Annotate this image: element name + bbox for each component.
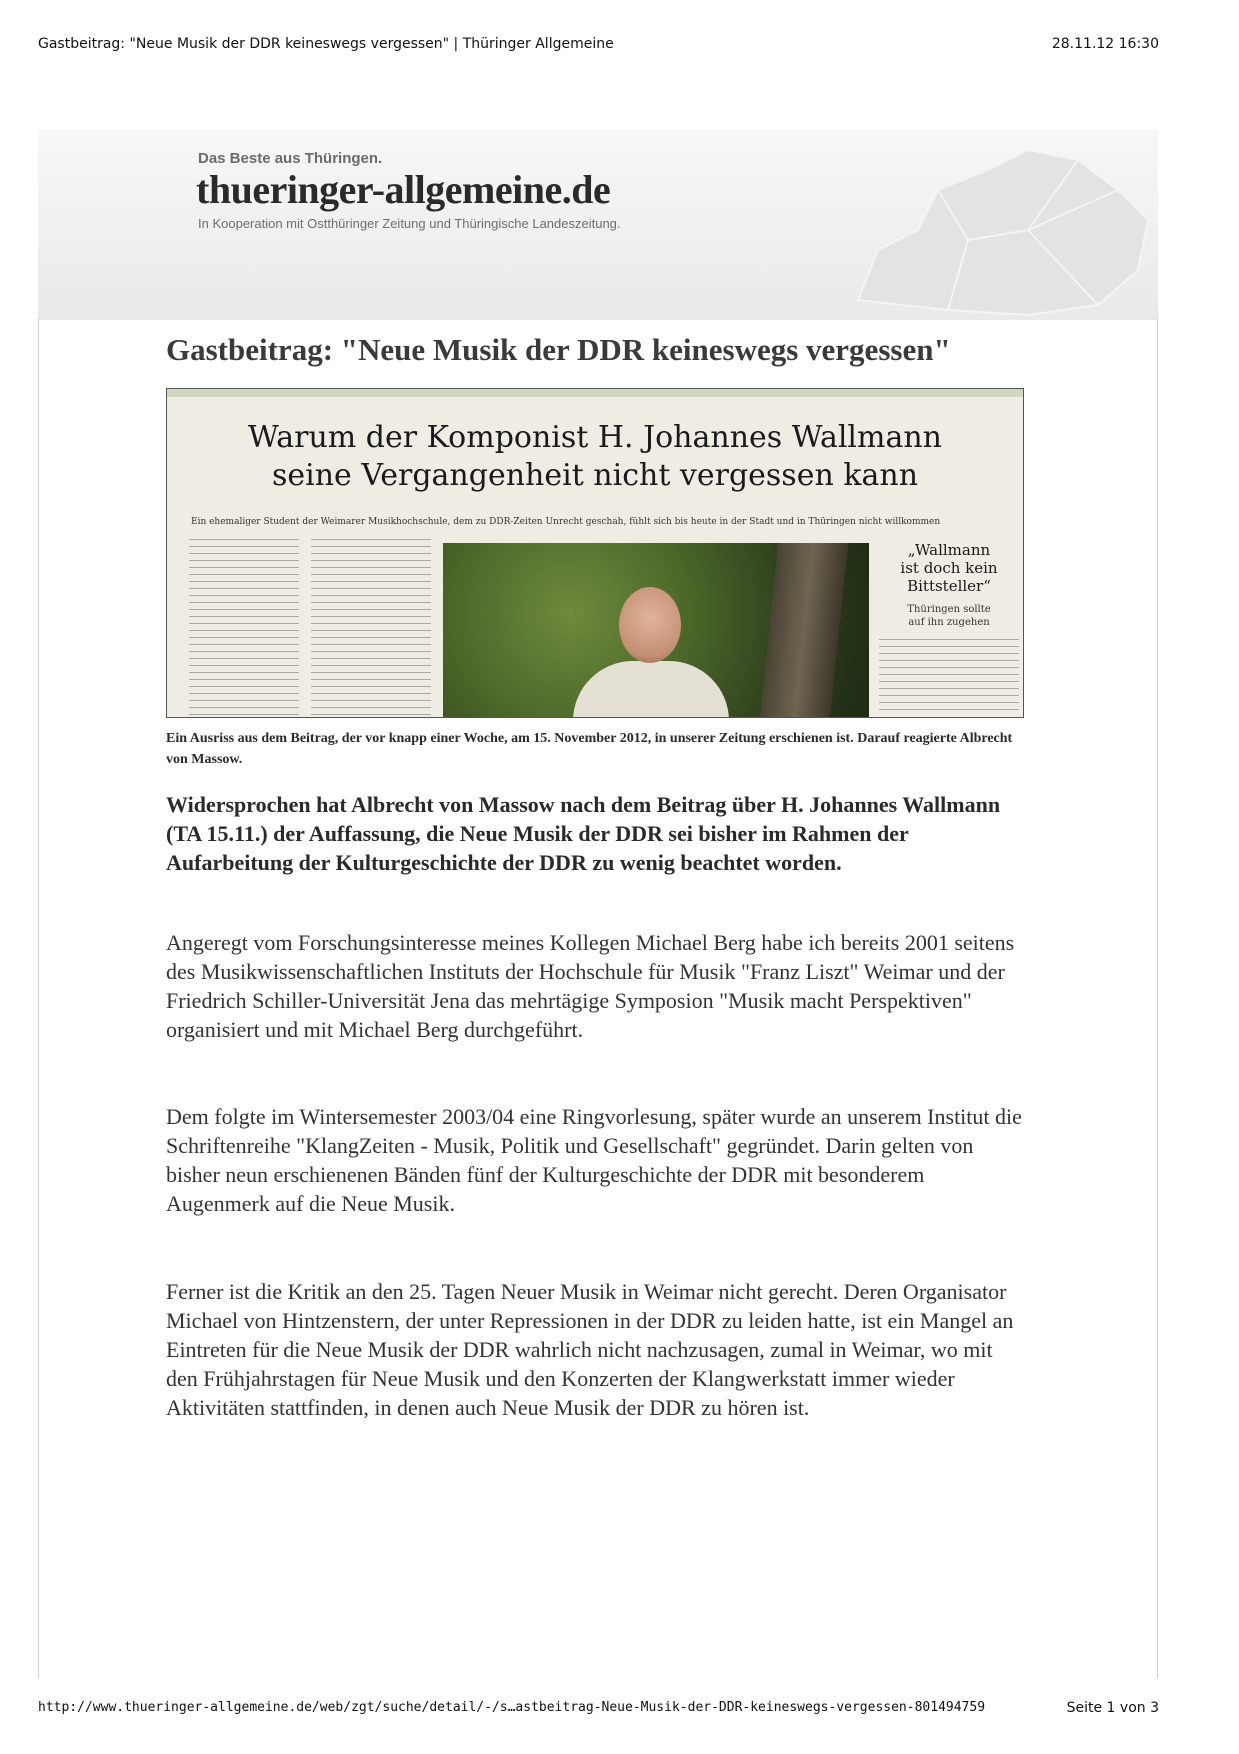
- article-lead: Widersprochen hat Albrecht von Massow nach dem Beitrag über H. Johannes Wallmann (TA 15.11.) der Auffassung, die Neue Musik der DDR sei bisher im Rahmen der Aufarbeitung der Kulturgeschichte der DDR zu wenig beachtet worden.: [166, 792, 1001, 875]
- print-datetime: 28.11.12 16:30: [1051, 36, 1159, 52]
- article-paragraph: Dem folgte im Wintersemester 2003/04 eine Ringvorlesung, später wurde an unserem Institut die Schriftenreihe "KlangZeiten - Musik, Politik und Gesellschaft" gegründet. Darin gelten von bisher neun erschienenen Bänden fünf der Kulturgeschichte der DDR mit besonderem Augenmerk auf die Neue Musik.: [166, 1104, 1022, 1216]
- print-url[interactable]: http://www.thueringer-allgemeine.de/web/zgt/suche/detail/-/s…astbeitrag-Neue-Musik-der-DDR-keineswegs-vergessen-801494759: [38, 1700, 986, 1715]
- article-headline: Gastbeitrag: "Neue Musik der DDR keineswegs vergessen": [166, 332, 951, 367]
- site-subtitle: In Kooperation mit Ostthüringer Zeitung und Thüringische Landeszeitung.: [198, 216, 621, 231]
- site-logo-title[interactable]: thueringer-allgemeine.de: [196, 167, 611, 212]
- pull-quote-line-2: ist doch kein: [900, 559, 998, 577]
- print-header: [38, 36, 1159, 52]
- tree-trunk: [760, 543, 848, 718]
- page-count: Seite 1 von 3: [1066, 1700, 1159, 1716]
- clipping-headline-line-2: seine Vergangenheit nicht vergessen kann: [271, 458, 919, 493]
- clipping-column-3: [879, 639, 1019, 715]
- newspaper-clipping-image: [166, 388, 1024, 718]
- article-paragraph: Angeregt vom Forschungsinteresse meines Kollegen Michael Berg habe ich bereits 2001 seitens des Musikwissenschaftlichen Instituts der Hochschule für Musik "Franz Liszt" Weimar und der Friedrich Schiller-Universität Jena das mehrtägige Symposion "Musik macht Perspektiven" organisiert und mit Michael Berg durchgeführt.: [166, 930, 1015, 1042]
- clipping-portrait-photo: [443, 543, 869, 718]
- portrait-body: [573, 661, 729, 718]
- print-page-title: Gastbeitrag: "Neue Musik der DDR keineswegs vergessen" | Thüringer Allgemeine: [38, 36, 614, 52]
- image-caption: Ein Ausriss aus dem Beitrag, der vor knapp einer Woche, am 15. November 2012, in unserer Zeitung erschienen ist. Darauf reagierte Albrecht von Massow.: [166, 731, 1013, 767]
- pull-sub-line-1: Thüringen sollte: [907, 604, 991, 615]
- clipping-pull-quote: [879, 541, 1019, 595]
- thuringia-map-graphic: [798, 130, 1158, 320]
- masthead: [38, 130, 1158, 320]
- portrait-head: [619, 587, 681, 663]
- pull-quote-line-1: „Wallmann: [907, 541, 991, 559]
- clipping-headline-line-1: Warum der Komponist H. Johannes Wallmann: [247, 420, 942, 455]
- pull-sub-line-2: auf ihn zugehen: [908, 617, 990, 628]
- clipping-top-strip: [167, 389, 1023, 397]
- clipping-pull-subline: [879, 603, 1019, 629]
- pull-quote-line-3: Bittsteller“: [907, 577, 991, 595]
- print-footer: [38, 1700, 1159, 1716]
- site-tagline: Das Beste aus Thüringen.: [198, 150, 383, 167]
- clipping-column-2: [311, 539, 431, 715]
- article-paragraph: Ferner ist die Kritik an den 25. Tagen Neuer Musik in Weimar nicht gerecht. Deren Organisator Michael von Hintzenstern, der unter Repressionen in der DDR zu leiden hatte, ist ein Mangel an Eintreten für die Neue Musik der DDR wahrlich nicht nachzusagen, zumal in Weimar, wo mit den Frühjahrstagen für Neue Musik und den Konzerten der Klangwerkstatt immer wieder Aktivitäten stattfinden, in denen auch Neue Musik der DDR zu hören ist.: [166, 1279, 1014, 1420]
- clipping-headline: [167, 419, 1023, 495]
- clipping-column-1: [189, 539, 299, 715]
- clipping-deck: Ein ehemaliger Student der Weimarer Musikhochschule, dem zu DDR-Zeiten Unrecht geschah, fühlt sich bis heute in der Stadt und in Thüringen nicht willkommen: [191, 517, 941, 527]
